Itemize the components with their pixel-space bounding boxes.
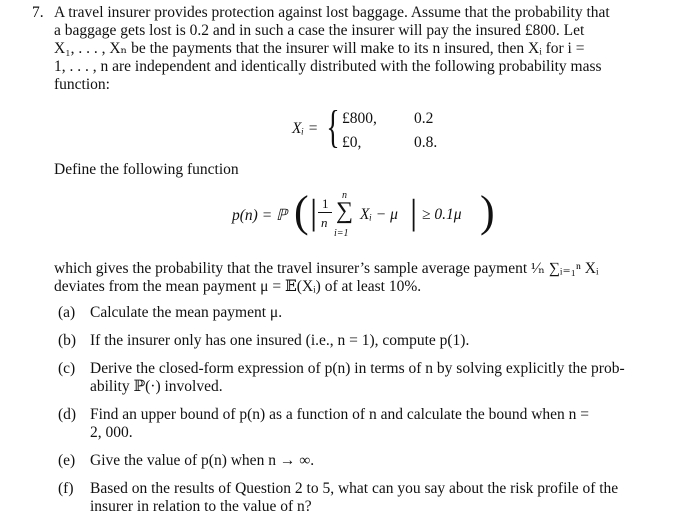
pmf-case1-prob: 0.2 <box>414 110 434 127</box>
intro-line-4: 1, . . . , n are independent and identically distributed with the following probability mass <box>54 58 602 75</box>
part-c <box>58 360 676 378</box>
frac-line <box>318 212 332 213</box>
explanation-text <box>54 260 674 296</box>
pmf-case1-value: £800, <box>342 110 377 127</box>
after-line-1: which gives the probability that the travel insurer’s sample average payment ¹⁄ₙ ∑ᵢ₌₁ⁿ Xᵢ <box>54 260 599 277</box>
frac-numerator: 1 <box>322 196 329 211</box>
part-text: Give the value of p(n) when n → ∞. <box>90 452 315 469</box>
pn-formula <box>232 188 532 248</box>
after-line-2: deviates from the mean payment μ = 𝔼(Xᵢ) of at least 10%. <box>54 278 422 295</box>
intro-line-3: X₁, . . . , Xₙ be the payments that the insurer will make to its n insured, then Xᵢ for i = <box>54 40 585 57</box>
part-text: insurer in relation to the value of n? <box>90 498 312 515</box>
pn-body: Xᵢ − μ <box>360 206 398 223</box>
part-text: Find an upper bound of p(n) as a function of n and calculate the bound when n = <box>90 406 590 423</box>
part-f <box>58 480 676 498</box>
right-paren-symbol: ) <box>480 187 495 236</box>
part-label: (c) <box>58 360 76 377</box>
sigma-symbol: ∑ <box>336 198 354 224</box>
left-paren-symbol: ( <box>294 187 309 236</box>
part-f-cont <box>58 498 676 516</box>
define-text: Define the following function <box>54 161 239 178</box>
pn-lhs: p(n) = ℙ <box>232 207 287 224</box>
part-b <box>58 332 676 350</box>
part-d-cont <box>58 424 676 442</box>
part-label: (d) <box>58 406 77 423</box>
sum-lower: i=1 <box>334 228 349 239</box>
pmf-lhs: Xᵢ = <box>292 120 319 137</box>
part-label: (f) <box>58 480 74 497</box>
part-text: Calculate the mean payment μ. <box>90 304 283 321</box>
intro-line-5: function: <box>54 76 110 93</box>
left-brace-symbol: { <box>326 101 340 152</box>
intro-line-1: A travel insurer provides protection against lost baggage. Assume that the probability that <box>54 4 610 21</box>
pmf-definition <box>292 101 512 152</box>
pmf-case2-value: £0, <box>342 134 362 151</box>
part-text: Based on the results of Question 2 to 5, what can you say about the risk profile of the <box>90 480 619 497</box>
part-label: (e) <box>58 452 76 469</box>
intro-line-2: a baggage gets lost is 0.2 and in such a case the insurer will pay the insured £800. Let <box>54 22 585 39</box>
part-text: Derive the closed-form expression of p(n) in terms of n by solving explicitly the prob- <box>90 360 625 377</box>
question-block <box>32 4 676 94</box>
part-a <box>58 304 676 322</box>
part-d <box>58 406 676 424</box>
frac-denominator: n <box>321 215 328 230</box>
right-abs-bar: | <box>410 192 418 232</box>
pmf-case2-prob: 0.8. <box>414 134 438 151</box>
parts-list <box>58 304 676 526</box>
pn-rhs: ≥ 0.1μ <box>422 206 462 223</box>
left-abs-bar: | <box>310 192 318 232</box>
part-label: (b) <box>58 332 77 349</box>
part-c-cont <box>58 378 676 396</box>
part-e <box>58 452 676 470</box>
part-text: 2, 000. <box>90 424 133 441</box>
part-label: (a) <box>58 304 76 321</box>
part-text: ability ℙ(·) involved. <box>90 378 223 395</box>
part-text: If the insurer only has one insured (i.e., n = 1), compute p(1). <box>90 332 470 349</box>
question-number: 7. <box>32 4 44 21</box>
sum-upper: n <box>342 190 347 201</box>
